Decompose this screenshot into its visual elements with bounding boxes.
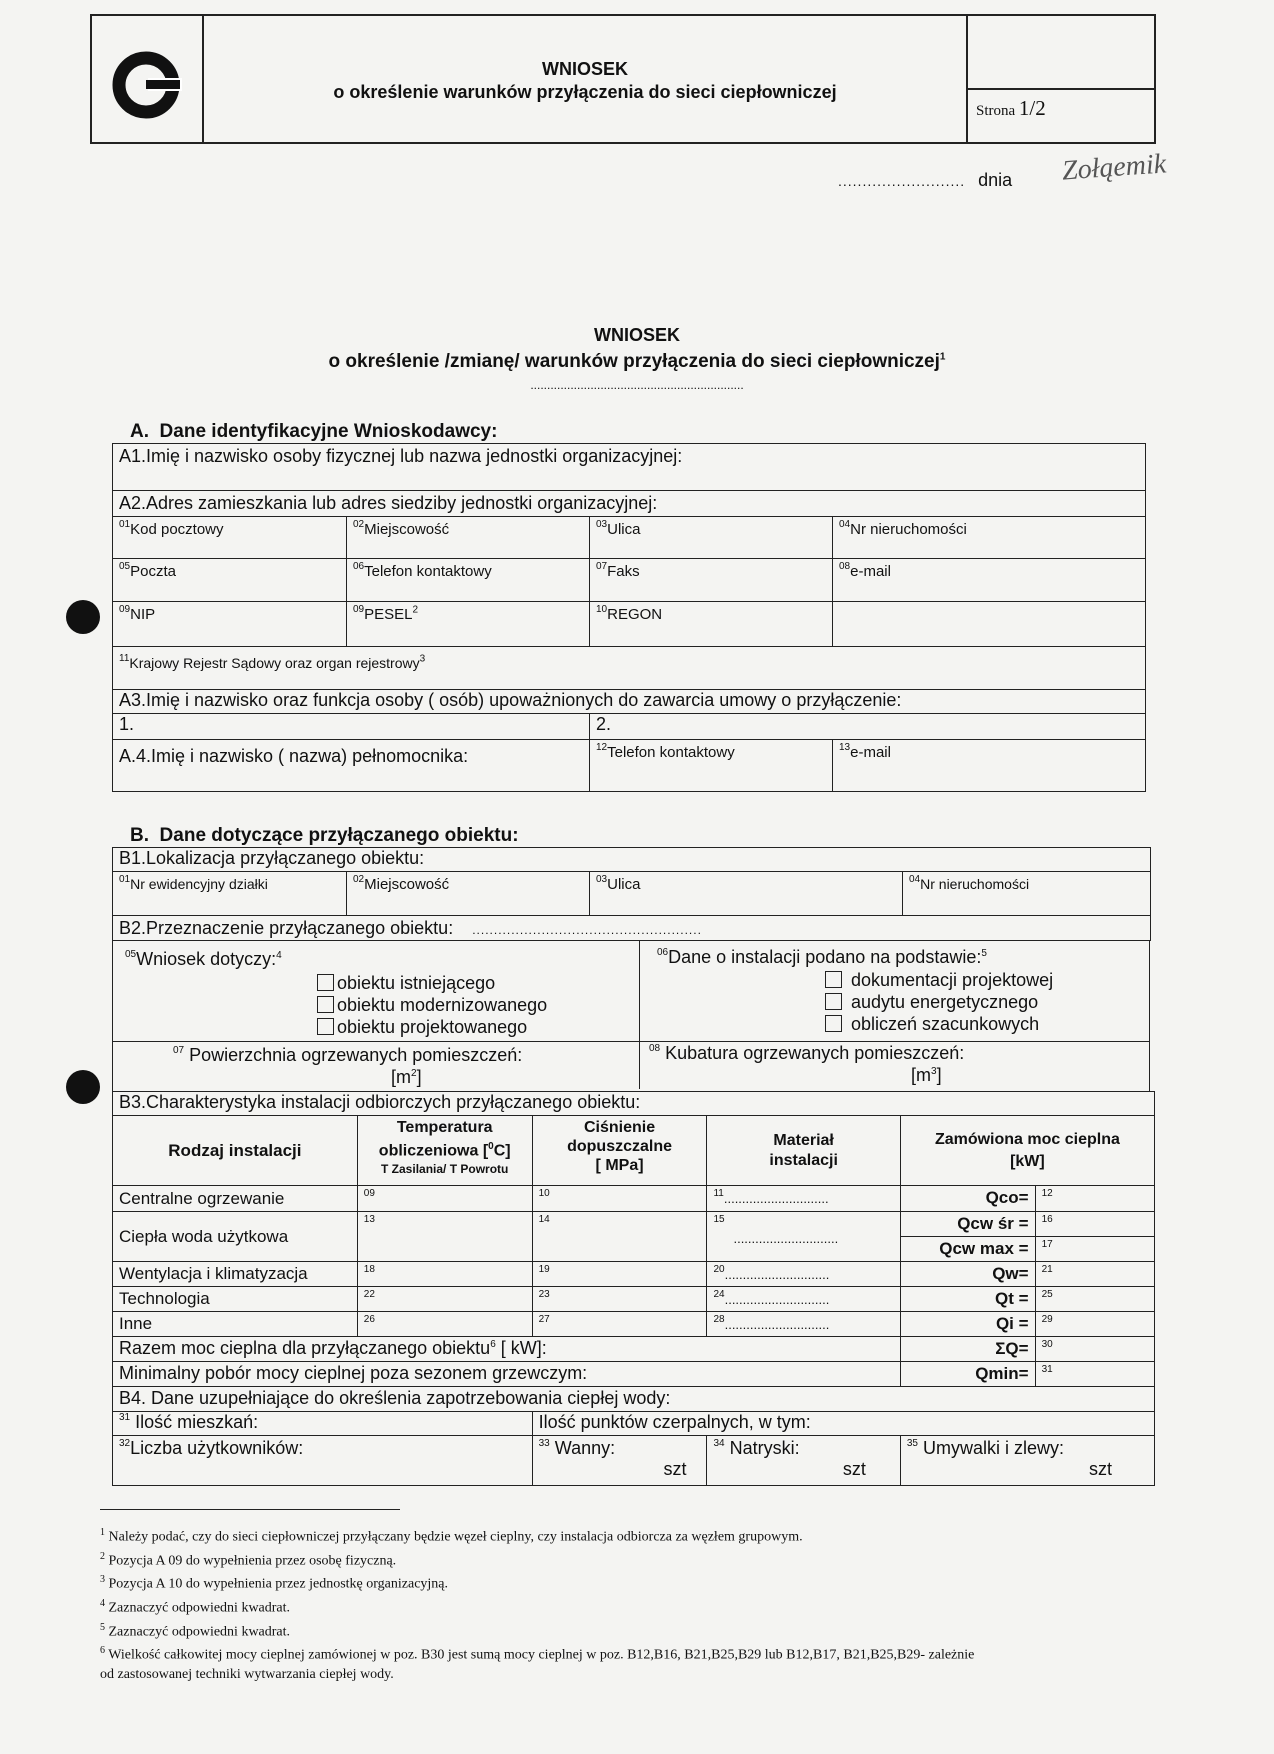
field-label: NIP: [130, 606, 156, 623]
cell-pressure[interactable]: [532, 1312, 707, 1337]
cell-material[interactable]: [707, 1312, 900, 1337]
col-temp-line2-text: obliczeniowa [: [378, 1142, 489, 1160]
cell-q-label: [900, 1362, 1035, 1387]
col-temp-line3: T Zasilania/ T Powrotu: [381, 1162, 509, 1177]
col-rodzaj: [113, 1116, 358, 1186]
q-label: Qmin=: [975, 1364, 1029, 1383]
checkbox[interactable]: [825, 993, 842, 1010]
field-ilosc-mieszkan[interactable]: [113, 1412, 533, 1436]
punch-hole-bottom: [66, 1070, 100, 1104]
field-number: 21: [1041, 1264, 1053, 1275]
option-label: obliczeń szacunkowych: [851, 1014, 1040, 1034]
cell-q-label: [900, 1186, 1035, 1212]
field-number: 13: [363, 1214, 375, 1225]
footnote-number: 2: [100, 1550, 105, 1562]
option-obliczenia[interactable]: [825, 1013, 1053, 1035]
q-label: Qw=: [992, 1264, 1029, 1283]
field-natryski[interactable]: [707, 1436, 900, 1486]
date-label: dnia: [978, 170, 1013, 190]
option-label: obiektu istniejącego: [337, 973, 496, 993]
unit-end: ]: [416, 1067, 422, 1087]
unit: [m: [911, 1065, 931, 1085]
section-b-heading: B. Dane dotyczące przyłączanego obiektu:: [130, 825, 519, 846]
field-number: 03: [596, 874, 608, 885]
col-mat-line1: Materiał: [773, 1131, 834, 1149]
cell-pressure[interactable]: [532, 1287, 707, 1312]
razem-row: [113, 1337, 901, 1362]
razem-unit: [ kW]:: [495, 1338, 547, 1358]
option-label: obiektu modernizowanego: [337, 995, 548, 1015]
form-subtitle-text: o określenie /zmianę/ warunków przyłączenia do sieci ciepłowniczej: [328, 351, 940, 372]
b4-header: [113, 1387, 1155, 1412]
field-number: 08: [649, 1043, 661, 1054]
a3-person-2-label: 2.: [596, 714, 612, 734]
unit-szt: szt: [663, 1459, 687, 1479]
option-projektowany[interactable]: [317, 1016, 547, 1038]
field-label: e-mail: [850, 563, 891, 580]
field-label: Krajowy Rejestr Sądowy oraz organ rejestrowy: [129, 655, 420, 671]
row-label-text: Technologia: [119, 1289, 210, 1308]
field-number: 17: [1041, 1239, 1053, 1250]
col-cisnienie: [532, 1116, 707, 1186]
page-number-cell: [966, 16, 1154, 142]
footnote-3: [100, 1570, 1160, 1594]
q-label: Qt =: [995, 1289, 1029, 1308]
field-number: 07: [596, 561, 608, 572]
col-temp-line1: Temperatura: [396, 1119, 493, 1136]
field-number: 04: [839, 519, 851, 530]
field-number: 14: [538, 1214, 550, 1225]
field-number: 09: [363, 1188, 375, 1199]
q-label: Qi =: [995, 1314, 1029, 1333]
row-label-text: Ciepła woda użytkowa: [119, 1226, 289, 1246]
field-number: 09: [353, 604, 365, 615]
cell-q-label: [900, 1212, 1035, 1237]
footnotes: [100, 1523, 1160, 1684]
empty-cell: [833, 602, 1146, 647]
footnote-number: 5: [100, 1621, 105, 1633]
col-temp-line2: [364, 1137, 526, 1160]
field-number: 01: [119, 519, 131, 530]
a1-label: A1.Imię i nazwisko osoby fizycznej lub nazwa jednostki organizacyjnej:: [119, 446, 683, 466]
cell-temp[interactable]: [357, 1312, 532, 1337]
footnote-text: Pozycja A 10 do wypełnienia przez jednostkę organizacyjną.: [108, 1576, 449, 1592]
field-a-email[interactable]: [833, 740, 1146, 792]
a3-header: [113, 690, 1146, 714]
field-label: Kod pocztowy: [130, 521, 224, 538]
unit-end: ]: [936, 1065, 942, 1085]
cell-pressure[interactable]: [532, 1212, 707, 1262]
cell-q-value[interactable]: [1035, 1186, 1154, 1212]
b3-label: B3.Charakterystyka instalacji odbiorczych przyłączanego obiektu:: [119, 1092, 641, 1112]
field-regon[interactable]: [590, 602, 833, 647]
field-faks[interactable]: [590, 559, 833, 602]
field-label: REGON: [607, 606, 663, 623]
date-line: [838, 170, 1012, 191]
divider-vertical: [639, 941, 640, 1089]
field-label: Miejscowość: [364, 521, 450, 538]
dane-o-instalacji: [657, 947, 987, 968]
col-rodzaj-label: Rodzaj instalacji: [168, 1140, 302, 1160]
min-label: Minimalny pobór mocy cieplnej poza sezonem grzewczym:: [119, 1363, 588, 1383]
a2-label: A2.Adres zamieszkania lub adres siedziby jednostki organizacyjnej:: [119, 493, 658, 513]
field-powierzchnia[interactable]: [173, 1045, 522, 1066]
q-label: Qcw max =: [939, 1239, 1029, 1258]
field-label: Natryski:: [729, 1438, 800, 1458]
field-number: 19: [538, 1264, 550, 1275]
a3-person-1[interactable]: [113, 714, 590, 740]
footnote-text: od zastosowanej techniki wytwarzania ciepłej wody.: [100, 1666, 394, 1682]
footnote-5: [100, 1618, 1160, 1642]
b3-table: [112, 1091, 1155, 1486]
col-cis-line1: Ciśnienie: [583, 1119, 656, 1136]
field-number: 31: [1041, 1364, 1053, 1375]
logo-cell: [92, 16, 204, 142]
degree-sup: 0: [488, 1141, 494, 1152]
b1-header: [113, 848, 1151, 872]
field-label: Ilość mieszkań:: [135, 1412, 259, 1432]
unit-m3: [911, 1065, 942, 1086]
field-number: 09: [119, 604, 131, 615]
cell-pressure[interactable]: [532, 1262, 707, 1287]
field-number: 04: [909, 874, 921, 885]
field-label: Faks: [607, 563, 640, 580]
field-number: 11: [119, 653, 130, 664]
cell-q-label: [900, 1337, 1035, 1362]
punch-hole-top: [66, 600, 100, 634]
cell-q-value[interactable]: [1035, 1212, 1154, 1237]
field-number: 02: [353, 874, 365, 885]
option-audyt[interactable]: [825, 991, 1053, 1013]
section-a-table: [112, 443, 1146, 792]
b2-options-block: [112, 940, 1150, 1092]
footnote-text: Pozycja A 09 do wypełnienia przez osobę fizyczną.: [108, 1553, 397, 1569]
company-logo-icon: [92, 16, 202, 142]
field-number: 35: [906, 1438, 918, 1449]
field-kod-pocztowy[interactable]: [113, 517, 347, 559]
col-cis-line2: dopuszczalne: [567, 1138, 672, 1155]
page-value: 1/2: [1018, 96, 1046, 120]
cell-q-label: [900, 1237, 1035, 1262]
page-number: [976, 96, 1046, 121]
footnote-ref: 6: [490, 1339, 496, 1350]
footnote-4: [100, 1594, 1160, 1618]
header-title: WNIOSEK: [541, 59, 628, 79]
a4-field[interactable]: [113, 740, 590, 792]
page-label: Strona: [976, 103, 1016, 119]
field-label: Miejscowość: [364, 876, 450, 893]
col-cis-line3: [ MPa]: [595, 1157, 644, 1174]
field-number: 03: [596, 519, 608, 530]
field-label: Umywalki i zlewy:: [922, 1438, 1064, 1458]
form-title-dots: ................................................................: [530, 378, 744, 392]
field-number: 25: [1041, 1289, 1053, 1300]
q-label: Qco=: [985, 1188, 1029, 1207]
field-b-miejscowosc[interactable]: [347, 872, 590, 916]
field-label: Liczba użytkowników:: [130, 1438, 304, 1458]
cell-temp[interactable]: [357, 1212, 532, 1262]
dots: .............................: [733, 1231, 839, 1246]
section-b-table: [112, 847, 1151, 941]
field-number: 29: [1041, 1314, 1053, 1325]
footnote-text: Należy podać, czy do sieci ciepłowniczej przyłączany będzie węzeł cieplny, czy instalacja odbiorcza za węzłem grupowym.: [108, 1529, 803, 1545]
field-b-ulica[interactable]: [590, 872, 903, 916]
field-nr-nieruchomosci[interactable]: [833, 517, 1146, 559]
a2-header: [113, 491, 1146, 517]
field-label: e-mail: [850, 744, 891, 761]
form-title: WNIOSEK: [593, 325, 680, 345]
a1-field[interactable]: [113, 444, 1146, 491]
dots: .............................: [724, 1292, 830, 1307]
field-number: 06: [657, 947, 669, 958]
field-number: 26: [363, 1314, 375, 1325]
field-number: 05: [119, 561, 131, 572]
cell-q-label: [900, 1312, 1035, 1337]
checkbox[interactable]: [317, 974, 334, 991]
footnote-number: 1: [100, 1527, 105, 1538]
b4-points-header: [532, 1412, 1154, 1436]
footnote-text: Zaznaczyć odpowiedni kwadrat.: [108, 1600, 291, 1616]
unit-m2: [391, 1067, 422, 1088]
field-pesel[interactable]: [347, 602, 590, 647]
field-label: PESEL: [364, 606, 413, 623]
footnote-number: 4: [100, 1597, 105, 1609]
field-label: Ulica: [607, 876, 641, 893]
field-label: Wniosek dotyczy:: [136, 949, 277, 969]
field-number: 08: [839, 561, 851, 572]
row-label: [113, 1262, 358, 1287]
cell-material[interactable]: [707, 1212, 900, 1262]
b3-header: [113, 1092, 1155, 1116]
footnote-6-cont: [100, 1665, 1160, 1684]
header-subtitle: o określenie warunków przyłączenia do sieci ciepłowniczej: [333, 82, 837, 102]
row-label-text: Inne: [119, 1314, 153, 1333]
a3-person-2[interactable]: [590, 714, 1146, 740]
col-moc: [900, 1116, 1154, 1186]
footnote-6: [100, 1641, 1160, 1665]
divider: [968, 88, 1154, 90]
cell-q-label: [900, 1287, 1035, 1312]
field-number: 10: [538, 1188, 550, 1199]
footnote-number: 3: [100, 1574, 105, 1586]
unit-szt: szt: [842, 1459, 866, 1479]
b2-field[interactable]: [113, 916, 1151, 942]
field-label: Wanny:: [554, 1438, 616, 1458]
b2-label: B2.Przeznaczenie przyłączanego obiektu:: [119, 918, 454, 938]
field-label: Nr nieruchomości: [920, 876, 1030, 892]
field-number: 32: [119, 1438, 131, 1449]
cell-material[interactable]: [707, 1287, 900, 1312]
field-number: 34: [713, 1438, 725, 1449]
field-number: 20: [713, 1264, 725, 1275]
field-number: 06: [353, 561, 365, 572]
field-label: Dane o instalacji podano na podstawie:: [668, 947, 982, 967]
header-box: [90, 14, 1156, 144]
field-label: Kubatura ogrzewanych pomieszczeń:: [665, 1043, 965, 1063]
field-number: 10: [596, 604, 608, 615]
option-dokumentacja[interactable]: [825, 969, 1053, 991]
row-label: [113, 1212, 358, 1262]
field-number: 13: [839, 742, 851, 753]
unit-sup: 3: [931, 1066, 937, 1077]
col-temperatura: [357, 1116, 532, 1186]
field-label: Nr nieruchomości: [850, 521, 967, 538]
field-nr-dzialki[interactable]: [113, 872, 347, 916]
dots: .............................: [724, 1267, 830, 1282]
cell-q-value[interactable]: [1035, 1362, 1154, 1387]
field-b-nr-nieruchomosci[interactable]: [903, 872, 1151, 916]
field-kubatura[interactable]: [649, 1043, 964, 1064]
form-subtitle: [0, 351, 1274, 373]
row-label: [113, 1312, 358, 1337]
field-number: 27: [538, 1314, 550, 1325]
field-nip[interactable]: [113, 602, 347, 647]
field-telefon[interactable]: [347, 559, 590, 602]
field-liczba-uzytkownikow[interactable]: [113, 1436, 533, 1486]
field-number: 30: [1041, 1339, 1053, 1350]
field-krs[interactable]: [113, 647, 1146, 690]
footnote-ref: 3: [419, 653, 426, 665]
dane-options: [825, 969, 1053, 1035]
field-poczta[interactable]: [113, 559, 347, 602]
unit: [m: [391, 1067, 411, 1087]
cell-pressure[interactable]: [532, 1186, 707, 1212]
cell-temp[interactable]: [357, 1262, 532, 1287]
col-moc-line2: [kW]: [1010, 1152, 1045, 1170]
footnote-1: [100, 1523, 1160, 1547]
q-label: ΣQ=: [995, 1339, 1029, 1358]
field-number: 23: [538, 1289, 550, 1300]
wniosek-dotyczy: [125, 949, 282, 970]
field-miejscowosc[interactable]: [347, 517, 590, 559]
b4-points-label: Ilość punktów czerpalnych, w tym:: [538, 1412, 811, 1432]
footnote-text: Wielkość całkowitej mocy cieplnej zamówionej w poz. B30 jest sumą mocy cieplnej w poz. B12,B16, B21,B25,B29 lub B12,B17, B21,B25,B29- zależnie: [108, 1647, 975, 1663]
field-number: 33: [538, 1438, 550, 1449]
field-number: 11: [713, 1188, 724, 1199]
section-a-heading: A. Dane identyfikacyjne Wnioskodawcy:: [130, 421, 498, 442]
date-dots: ..........................: [838, 173, 966, 189]
field-label: Telefon kontaktowy: [607, 744, 735, 761]
checkbox[interactable]: [317, 996, 334, 1013]
cell-material[interactable]: [707, 1186, 900, 1212]
col-temp-line2-end: C]: [493, 1142, 511, 1160]
cell-q-value[interactable]: [1035, 1312, 1154, 1337]
cell-q-value[interactable]: [1035, 1337, 1154, 1362]
option-label: obiektu projektowanego: [337, 1017, 528, 1037]
field-number: 22: [363, 1289, 375, 1300]
option-istniejacy[interactable]: [317, 972, 547, 994]
row-label-text: Centralne ogrzewanie: [119, 1189, 285, 1208]
field-number: 16: [1041, 1214, 1053, 1225]
field-number: 31: [119, 1412, 131, 1423]
field-label: Powierzchnia ogrzewanych pomieszczeń:: [189, 1045, 523, 1065]
a3-label: A3.Imię i nazwisko oraz funkcja osoby ( osób) upoważnionych do zawarcia umowy o przyłączenie:: [119, 690, 902, 710]
field-number: 28: [713, 1314, 725, 1325]
cell-q-value[interactable]: [1035, 1237, 1154, 1262]
min-row: [113, 1362, 901, 1387]
row-label-text: Wentylacja i klimatyzacja: [119, 1264, 308, 1283]
field-wanny[interactable]: [532, 1436, 707, 1486]
cell-q-value[interactable]: [1035, 1287, 1154, 1312]
field-number: 07: [173, 1045, 185, 1056]
row-label: [113, 1186, 358, 1212]
footnote-number: 6: [100, 1645, 105, 1657]
footnote-rule: [100, 1509, 400, 1510]
unit-sup: 2: [411, 1068, 417, 1079]
field-number: 02: [353, 519, 365, 530]
footnote-ref: 4: [276, 950, 282, 961]
field-label: Poczta: [130, 563, 176, 580]
b4-label: B4. Dane uzupełniające do określenia zapotrzebowania ciepłej wody:: [119, 1388, 671, 1408]
field-a-telefon[interactable]: [590, 740, 833, 792]
cell-q-value[interactable]: [1035, 1262, 1154, 1287]
option-label: dokumentacji projektowej: [851, 970, 1054, 990]
field-number: 15: [713, 1214, 725, 1225]
col-mat-line2: instalacji: [769, 1151, 838, 1169]
divider-horizontal: [113, 1041, 1149, 1042]
dots: .............................: [724, 1317, 830, 1332]
unit-szt: szt: [1088, 1459, 1112, 1479]
footnote-2: [100, 1547, 1160, 1571]
row-label: [113, 1287, 358, 1312]
option-label: audytu energetycznego: [851, 992, 1039, 1012]
checkbox[interactable]: [317, 1018, 334, 1035]
field-number: 18: [363, 1264, 375, 1275]
field-umywalki[interactable]: [900, 1436, 1154, 1486]
field-ulica[interactable]: [590, 517, 833, 559]
field-number: 05: [125, 949, 137, 960]
cell-q-label: [900, 1262, 1035, 1287]
footnote-ref: 5: [981, 948, 987, 959]
footnote-ref: 1: [939, 351, 946, 363]
field-number: 24: [713, 1289, 725, 1300]
field-email[interactable]: [833, 559, 1146, 602]
cell-material[interactable]: [707, 1262, 900, 1287]
razem-label: Razem moc cieplna dla przyłączanego obiektu: [119, 1338, 491, 1358]
checkbox[interactable]: [825, 971, 842, 988]
b1-label: B1.Lokalizacja przyłączanego obiektu:: [119, 848, 425, 868]
q-label: Qcw śr =: [957, 1214, 1029, 1233]
checkbox[interactable]: [825, 1015, 842, 1032]
cell-temp[interactable]: [357, 1186, 532, 1212]
col-moc-line1: Zamówiona moc cieplna: [934, 1130, 1120, 1148]
dots: .............................: [723, 1191, 829, 1206]
a3-person-1-label: 1.: [119, 714, 135, 734]
footnote-ref: 2: [412, 604, 419, 616]
field-label: Ulica: [607, 521, 641, 538]
field-label: Telefon kontaktowy: [364, 563, 492, 580]
handwritten-note: Zołąemik: [1061, 148, 1168, 187]
a4-label: A.4.Imię i nazwisko ( nazwa) pełnomocnika:: [119, 746, 469, 766]
col-material: [707, 1116, 900, 1186]
b2-dots: .....................................................: [472, 923, 702, 937]
cell-temp[interactable]: [357, 1287, 532, 1312]
field-number: 12: [1041, 1188, 1053, 1199]
option-modernizowany[interactable]: [317, 994, 547, 1016]
footnote-text: Zaznaczyć odpowiedni kwadrat.: [108, 1624, 291, 1640]
field-label: Nr ewidencyjny działki: [130, 876, 268, 892]
field-number: 01: [119, 874, 131, 885]
field-number: 12: [596, 742, 608, 753]
wniosek-options: [317, 972, 547, 1038]
